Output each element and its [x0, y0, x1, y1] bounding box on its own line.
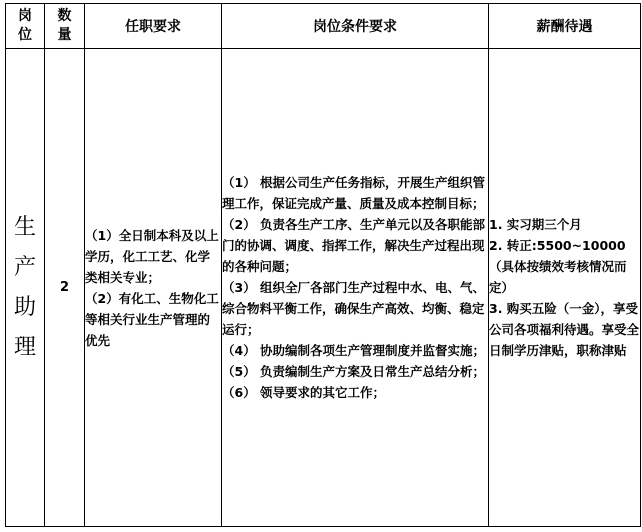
header-quantity: [45, 4, 85, 49]
conditions-cell: [222, 49, 489, 527]
position-char: 生: [13, 214, 36, 240]
condition-item: （1） 根据公司生产任务指标，开展生产组织管理工作，保证完成产量、质量及成本控制目标；: [222, 175, 486, 211]
salary-item: 3. 购买五险（一金），享受公司各项福利待遇。享受全日制学历津贴，职称津贴: [489, 301, 640, 358]
header-salary: 薪酬待遇: [489, 4, 641, 49]
salary-item: 2. 转正:5500~10000（具体按绩效考核情况而定）: [489, 238, 627, 295]
position-char: 产: [13, 254, 36, 280]
table-row: [6, 49, 641, 527]
quantity-cell: 2: [45, 49, 85, 527]
requirement-item: （2）有化工、生物化工等相关行业生产管理的优先: [85, 290, 219, 348]
requirement-item: （1）全日制本科及以上学历，化工工艺、化学类相关专业；: [85, 227, 219, 285]
header-quantity-line1: 数: [57, 8, 72, 24]
salary-item: 1. 实习期三个月: [489, 217, 582, 232]
header-position-line1: 岗: [18, 8, 32, 24]
condition-item: （5） 负责编制生产方案及日常生产总结分析；: [222, 364, 486, 379]
header-conditions: 岗位条件要求: [222, 4, 489, 49]
condition-item: （2） 负责各生产工序、生产单元以及各职能部门的协调、调度、指挥工作，解决生产过程出现的各种问题；: [222, 217, 486, 274]
job-table: [5, 3, 641, 527]
header-requirements: 任职要求: [85, 4, 222, 49]
position-cell: [6, 49, 45, 527]
requirements-cell: [85, 49, 222, 527]
header-quantity-line2: 量: [57, 27, 72, 43]
position-char: 助: [13, 294, 36, 320]
position-char: 理: [13, 334, 36, 360]
condition-item: （6） 领导要求的其它工作；: [222, 385, 386, 400]
salary-cell: [489, 49, 641, 527]
header-position: [6, 4, 45, 49]
header-position-line2: 位: [18, 27, 32, 43]
condition-item: （4） 协助编制各项生产管理制度并监督实施；: [222, 343, 486, 358]
header-row: [6, 4, 641, 49]
condition-item: （3） 组织全厂各部门生产过程中水、电、气、综合物料平衡工作，确保生产高效、均衡、稳定运行；: [222, 280, 486, 337]
